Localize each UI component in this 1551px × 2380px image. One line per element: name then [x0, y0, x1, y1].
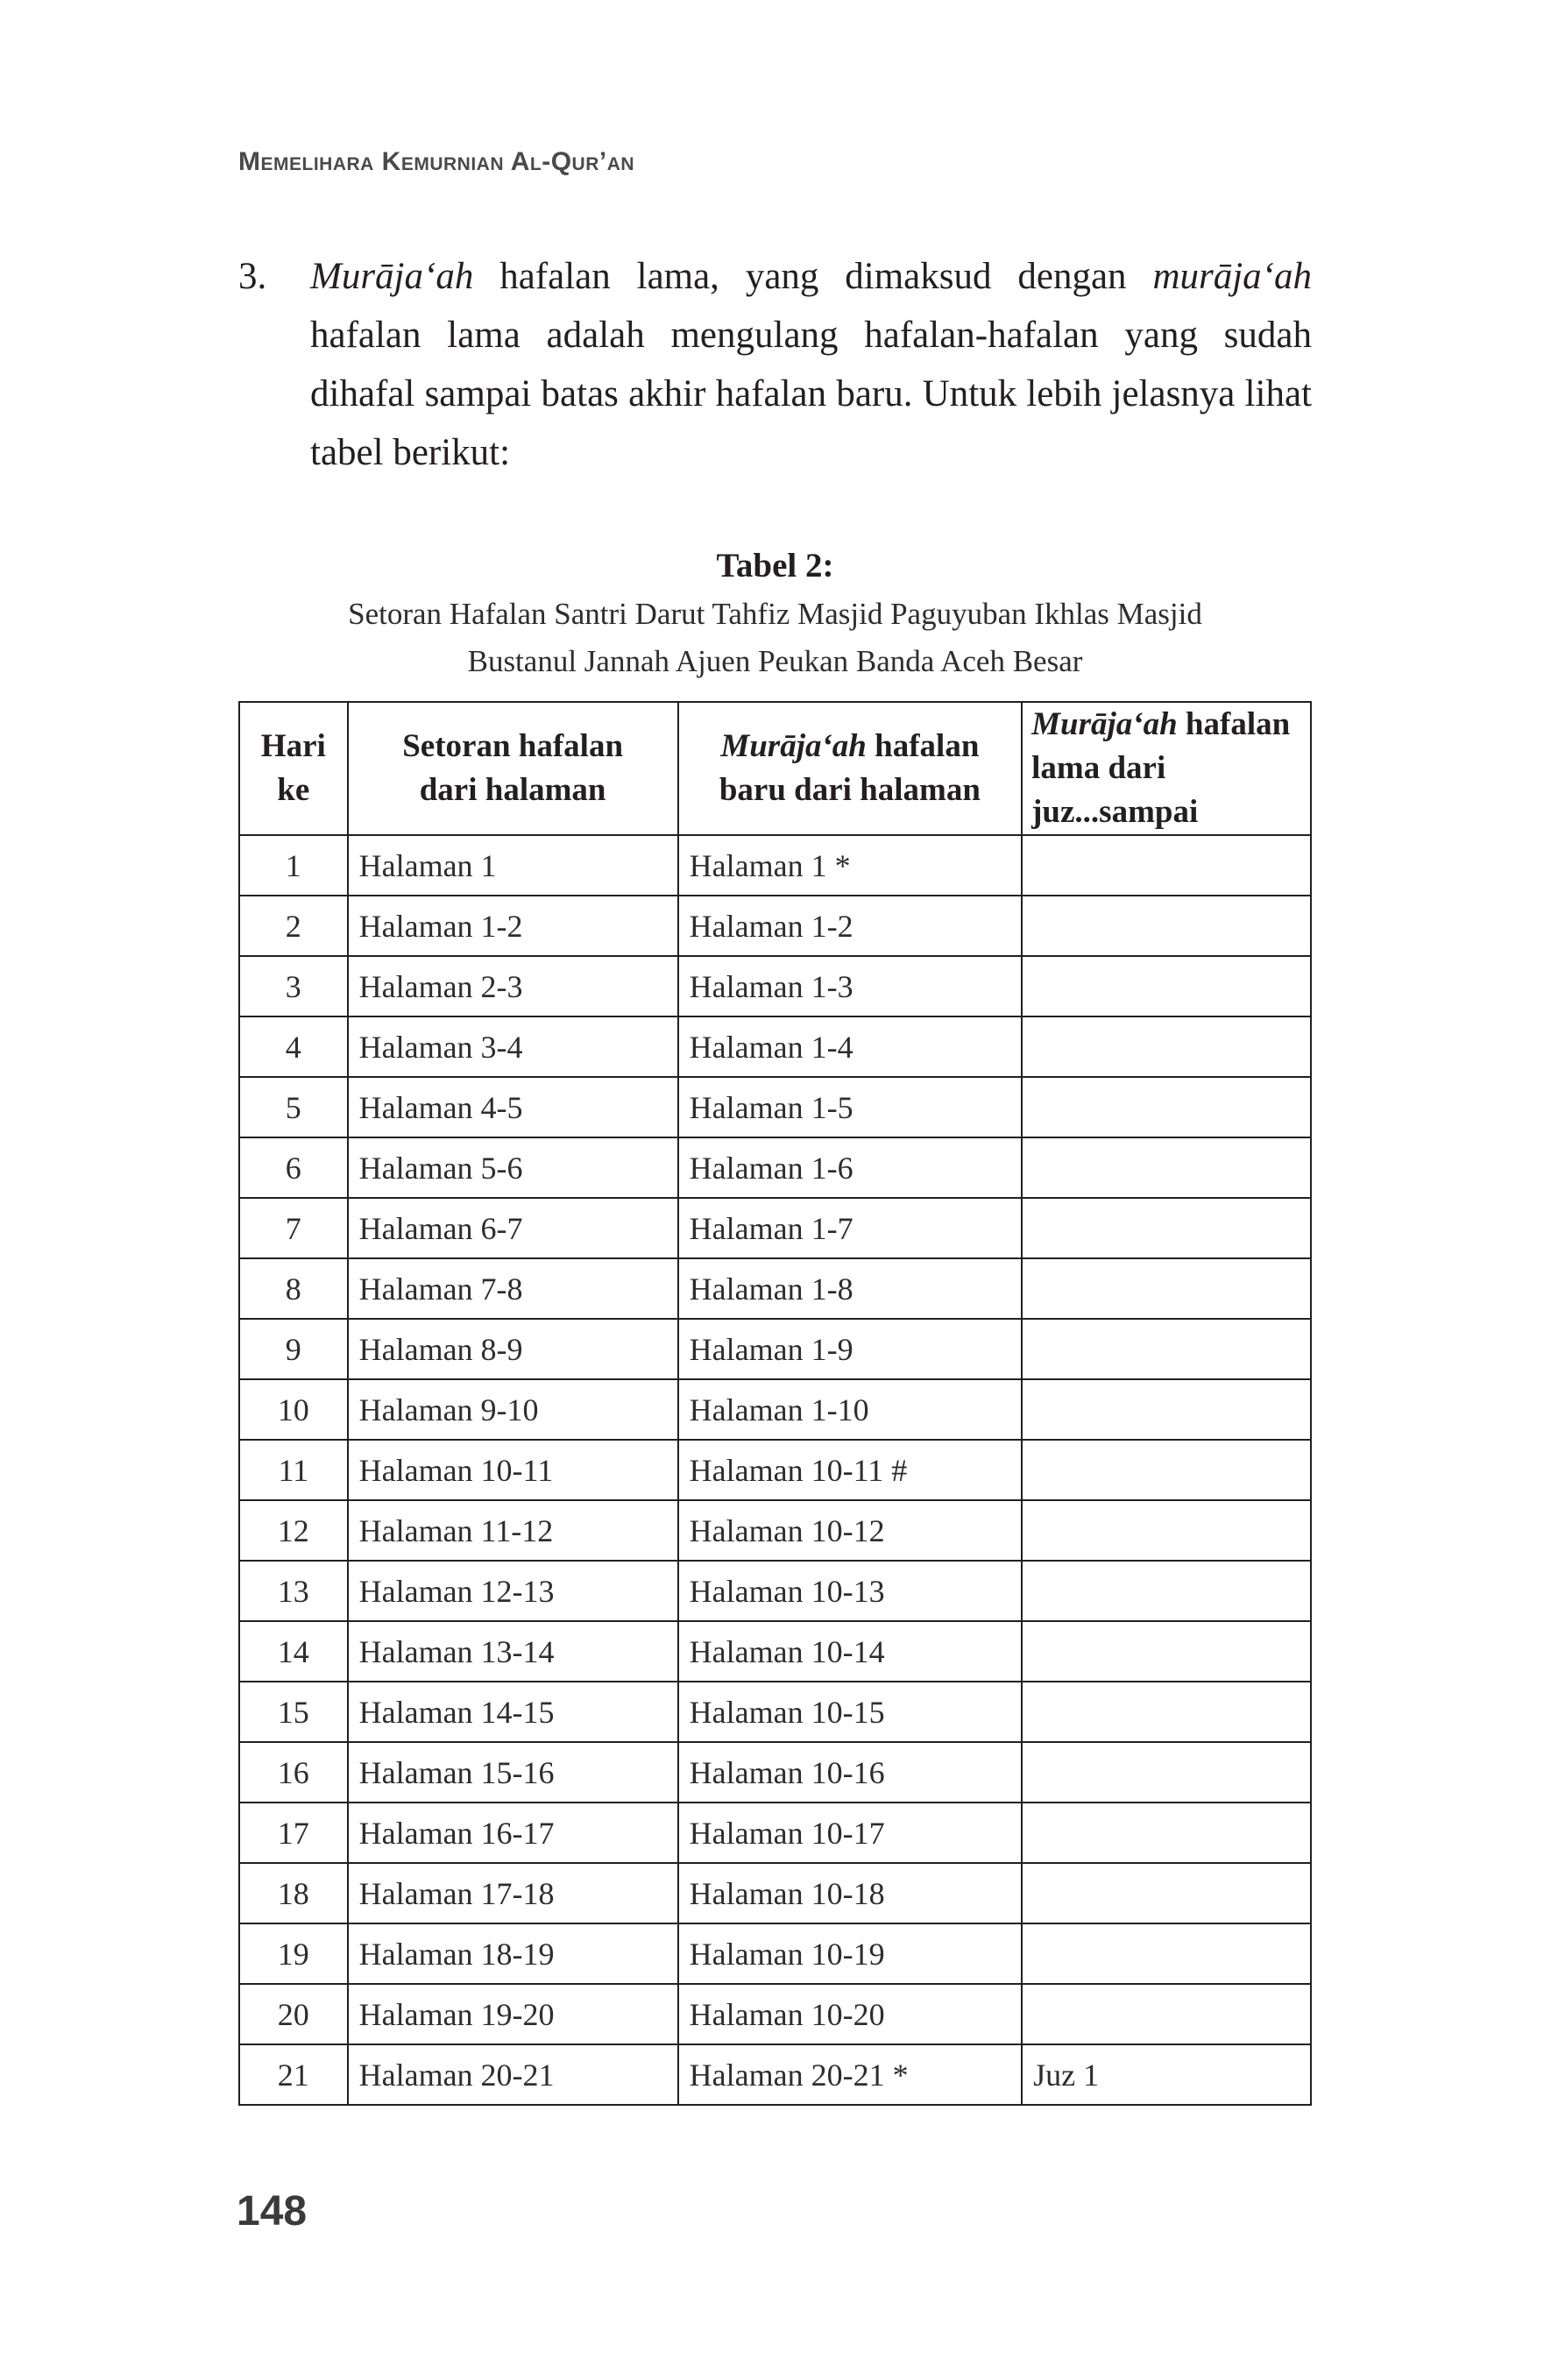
cell-muraja-ah-baru: Halaman 1 * — [678, 835, 1022, 896]
cell-muraja-ah-lama — [1022, 1984, 1311, 2044]
cell-muraja-ah-lama — [1022, 1863, 1311, 1923]
running-head: Memelihara Kemurnian Al-Qur’an — [238, 147, 635, 176]
list-item — [238, 247, 1312, 482]
table-subtitle-line-1: Setoran Hafalan Santri Darut Tahfiz Masjid Paguyuban Ikhlas Masjid — [348, 597, 1202, 631]
table-row — [239, 1319, 1311, 1379]
table-row — [239, 1016, 1311, 1077]
cell-hari: 19 — [239, 1923, 348, 1984]
cell-muraja-ah-lama — [1022, 1077, 1311, 1137]
cell-hari: 10 — [239, 1379, 348, 1440]
cell-muraja-ah-lama — [1022, 1682, 1311, 1742]
cell-setoran: Halaman 20-21 — [348, 2044, 678, 2105]
table-row — [239, 2044, 1311, 2105]
cell-hari: 3 — [239, 956, 348, 1016]
cell-muraja-ah-baru: Halaman 1-6 — [678, 1137, 1022, 1198]
cell-hari: 1 — [239, 835, 348, 896]
cell-setoran: Halaman 11-12 — [348, 1500, 678, 1561]
cell-setoran: Halaman 13-14 — [348, 1621, 678, 1682]
table-row — [239, 1682, 1311, 1742]
cell-muraja-ah-lama — [1022, 1258, 1311, 1319]
cell-setoran: Halaman 5-6 — [348, 1137, 678, 1198]
header-setoran: Setoran hafalan dari halaman — [348, 702, 678, 835]
cell-muraja-ah-baru: Halaman 1-10 — [678, 1379, 1022, 1440]
table-row — [239, 1863, 1311, 1923]
cell-hari: 2 — [239, 896, 348, 956]
hafalan-table — [238, 701, 1312, 2106]
cell-muraja-ah-baru: Halaman 10-14 — [678, 1621, 1022, 1682]
table-subtitle-line-2: Bustanul Jannah Ajuen Peukan Banda Aceh Besar — [467, 644, 1083, 678]
table-row — [239, 1984, 1311, 2044]
cell-muraja-ah-lama — [1022, 1803, 1311, 1863]
cell-muraja-ah-baru: Halaman 1-9 — [678, 1319, 1022, 1379]
cell-muraja-ah-baru: Halaman 1-2 — [678, 896, 1022, 956]
cell-muraja-ah-lama — [1022, 1923, 1311, 1984]
cell-muraja-ah-lama — [1022, 956, 1311, 1016]
cell-muraja-ah-lama — [1022, 835, 1311, 896]
table-title: Tabel 2: — [716, 547, 834, 584]
cell-muraja-ah-lama — [1022, 1016, 1311, 1077]
cell-hari: 13 — [239, 1561, 348, 1621]
table-row — [239, 1137, 1311, 1198]
cell-muraja-ah-baru: Halaman 10-19 — [678, 1923, 1022, 1984]
cell-muraja-ah-lama — [1022, 1379, 1311, 1440]
table-row — [239, 1077, 1311, 1137]
cell-muraja-ah-lama — [1022, 1621, 1311, 1682]
cell-setoran: Halaman 17-18 — [348, 1863, 678, 1923]
table-header-row — [239, 702, 1311, 835]
cell-hari: 17 — [239, 1803, 348, 1863]
header-muraja-ah-baru — [678, 702, 1022, 835]
cell-hari: 7 — [239, 1198, 348, 1258]
cell-muraja-ah-baru: Halaman 20-21 * — [678, 2044, 1022, 2105]
header-muraja-ah-lama — [1022, 702, 1311, 835]
table-body — [239, 835, 1311, 2105]
cell-muraja-ah-lama — [1022, 1500, 1311, 1561]
cell-hari: 21 — [239, 2044, 348, 2105]
cell-muraja-ah-lama — [1022, 896, 1311, 956]
table-row — [239, 1561, 1311, 1621]
header-rest-4: hafalan lama dari juz...sampai — [1031, 706, 1291, 830]
cell-setoran: Halaman 12-13 — [348, 1561, 678, 1621]
item-text-part-2: hafalan lama adalah mengulang hafalan-hafalan yang sudah dihafal sampai batas akhir hafalan baru. Untuk lebih jelasnya lihat tabel berikut: — [310, 315, 1312, 473]
cell-setoran: Halaman 9-10 — [348, 1379, 678, 1440]
table-row — [239, 835, 1311, 896]
table-row — [239, 896, 1311, 956]
cell-hari: 9 — [239, 1319, 348, 1379]
header-term-4: Murāja‘ah — [1031, 706, 1178, 742]
cell-hari: 8 — [239, 1258, 348, 1319]
cell-muraja-ah-lama — [1022, 1198, 1311, 1258]
header-term-3: Murāja‘ah — [720, 728, 867, 764]
cell-hari: 18 — [239, 1863, 348, 1923]
cell-hari: 5 — [239, 1077, 348, 1137]
cell-hari: 6 — [239, 1137, 348, 1198]
cell-setoran: Halaman 3-4 — [348, 1016, 678, 1077]
cell-hari: 12 — [239, 1500, 348, 1561]
table-row — [239, 1379, 1311, 1440]
cell-muraja-ah-lama — [1022, 1742, 1311, 1803]
cell-setoran: Halaman 2-3 — [348, 956, 678, 1016]
page-number: 148 — [237, 2188, 308, 2235]
table-row — [239, 1198, 1311, 1258]
table-row — [239, 1923, 1311, 1984]
cell-muraja-ah-baru: Halaman 10-15 — [678, 1682, 1022, 1742]
cell-setoran: Halaman 18-19 — [348, 1923, 678, 1984]
cell-setoran: Halaman 19-20 — [348, 1984, 678, 2044]
cell-muraja-ah-lama — [1022, 1137, 1311, 1198]
table-row — [239, 1742, 1311, 1803]
cell-setoran: Halaman 6-7 — [348, 1198, 678, 1258]
cell-setoran: Halaman 10-11 — [348, 1440, 678, 1500]
cell-muraja-ah-baru: Halaman 10-17 — [678, 1803, 1022, 1863]
cell-setoran: Halaman 1-2 — [348, 896, 678, 956]
list-item-number: 3. — [238, 256, 267, 297]
table-row — [239, 1803, 1311, 1863]
cell-muraja-ah-baru: Halaman 1-7 — [678, 1198, 1022, 1258]
cell-setoran: Halaman 16-17 — [348, 1803, 678, 1863]
cell-setoran: Halaman 14-15 — [348, 1682, 678, 1742]
cell-setoran: Halaman 15-16 — [348, 1742, 678, 1803]
cell-setoran: Halaman 1 — [348, 835, 678, 896]
cell-hari: 15 — [239, 1682, 348, 1742]
table-row — [239, 1500, 1311, 1561]
item-text-part-1: hafalan lama, yang dimaksud dengan — [473, 256, 1153, 297]
table-row — [239, 1621, 1311, 1682]
table-row — [239, 956, 1311, 1016]
cell-setoran: Halaman 8-9 — [348, 1319, 678, 1379]
header-hari-ke: Hari ke — [239, 702, 348, 835]
cell-muraja-ah-lama — [1022, 1561, 1311, 1621]
list-item-body — [310, 247, 1312, 482]
cell-hari: 14 — [239, 1621, 348, 1682]
header-rest-3: hafalan baru dari halaman — [719, 728, 981, 808]
cell-hari: 11 — [239, 1440, 348, 1500]
cell-muraja-ah-lama — [1022, 1319, 1311, 1379]
cell-muraja-ah-baru: Halaman 1-4 — [678, 1016, 1022, 1077]
cell-setoran: Halaman 7-8 — [348, 1258, 678, 1319]
cell-muraja-ah-baru: Halaman 10-20 — [678, 1984, 1022, 2044]
cell-muraja-ah-baru: Halaman 1-8 — [678, 1258, 1022, 1319]
cell-muraja-ah-lama: Juz 1 — [1022, 2044, 1311, 2105]
table-caption — [238, 542, 1312, 685]
cell-hari: 16 — [239, 1742, 348, 1803]
term-muraja-ah-2: murāja‘ah — [1152, 256, 1312, 297]
cell-hari: 4 — [239, 1016, 348, 1077]
cell-muraja-ah-baru: Halaman 10-11 # — [678, 1440, 1022, 1500]
cell-hari: 20 — [239, 1984, 348, 2044]
cell-muraja-ah-baru: Halaman 10-12 — [678, 1500, 1022, 1561]
cell-muraja-ah-lama — [1022, 1440, 1311, 1500]
table-row — [239, 1440, 1311, 1500]
table-row — [239, 1258, 1311, 1319]
cell-muraja-ah-baru: Halaman 1-3 — [678, 956, 1022, 1016]
cell-muraja-ah-baru: Halaman 10-13 — [678, 1561, 1022, 1621]
cell-muraja-ah-baru: Halaman 1-5 — [678, 1077, 1022, 1137]
term-muraja-ah: Murāja‘ah — [310, 256, 474, 297]
cell-muraja-ah-baru: Halaman 10-18 — [678, 1863, 1022, 1923]
cell-setoran: Halaman 4-5 — [348, 1077, 678, 1137]
cell-muraja-ah-baru: Halaman 10-16 — [678, 1742, 1022, 1803]
